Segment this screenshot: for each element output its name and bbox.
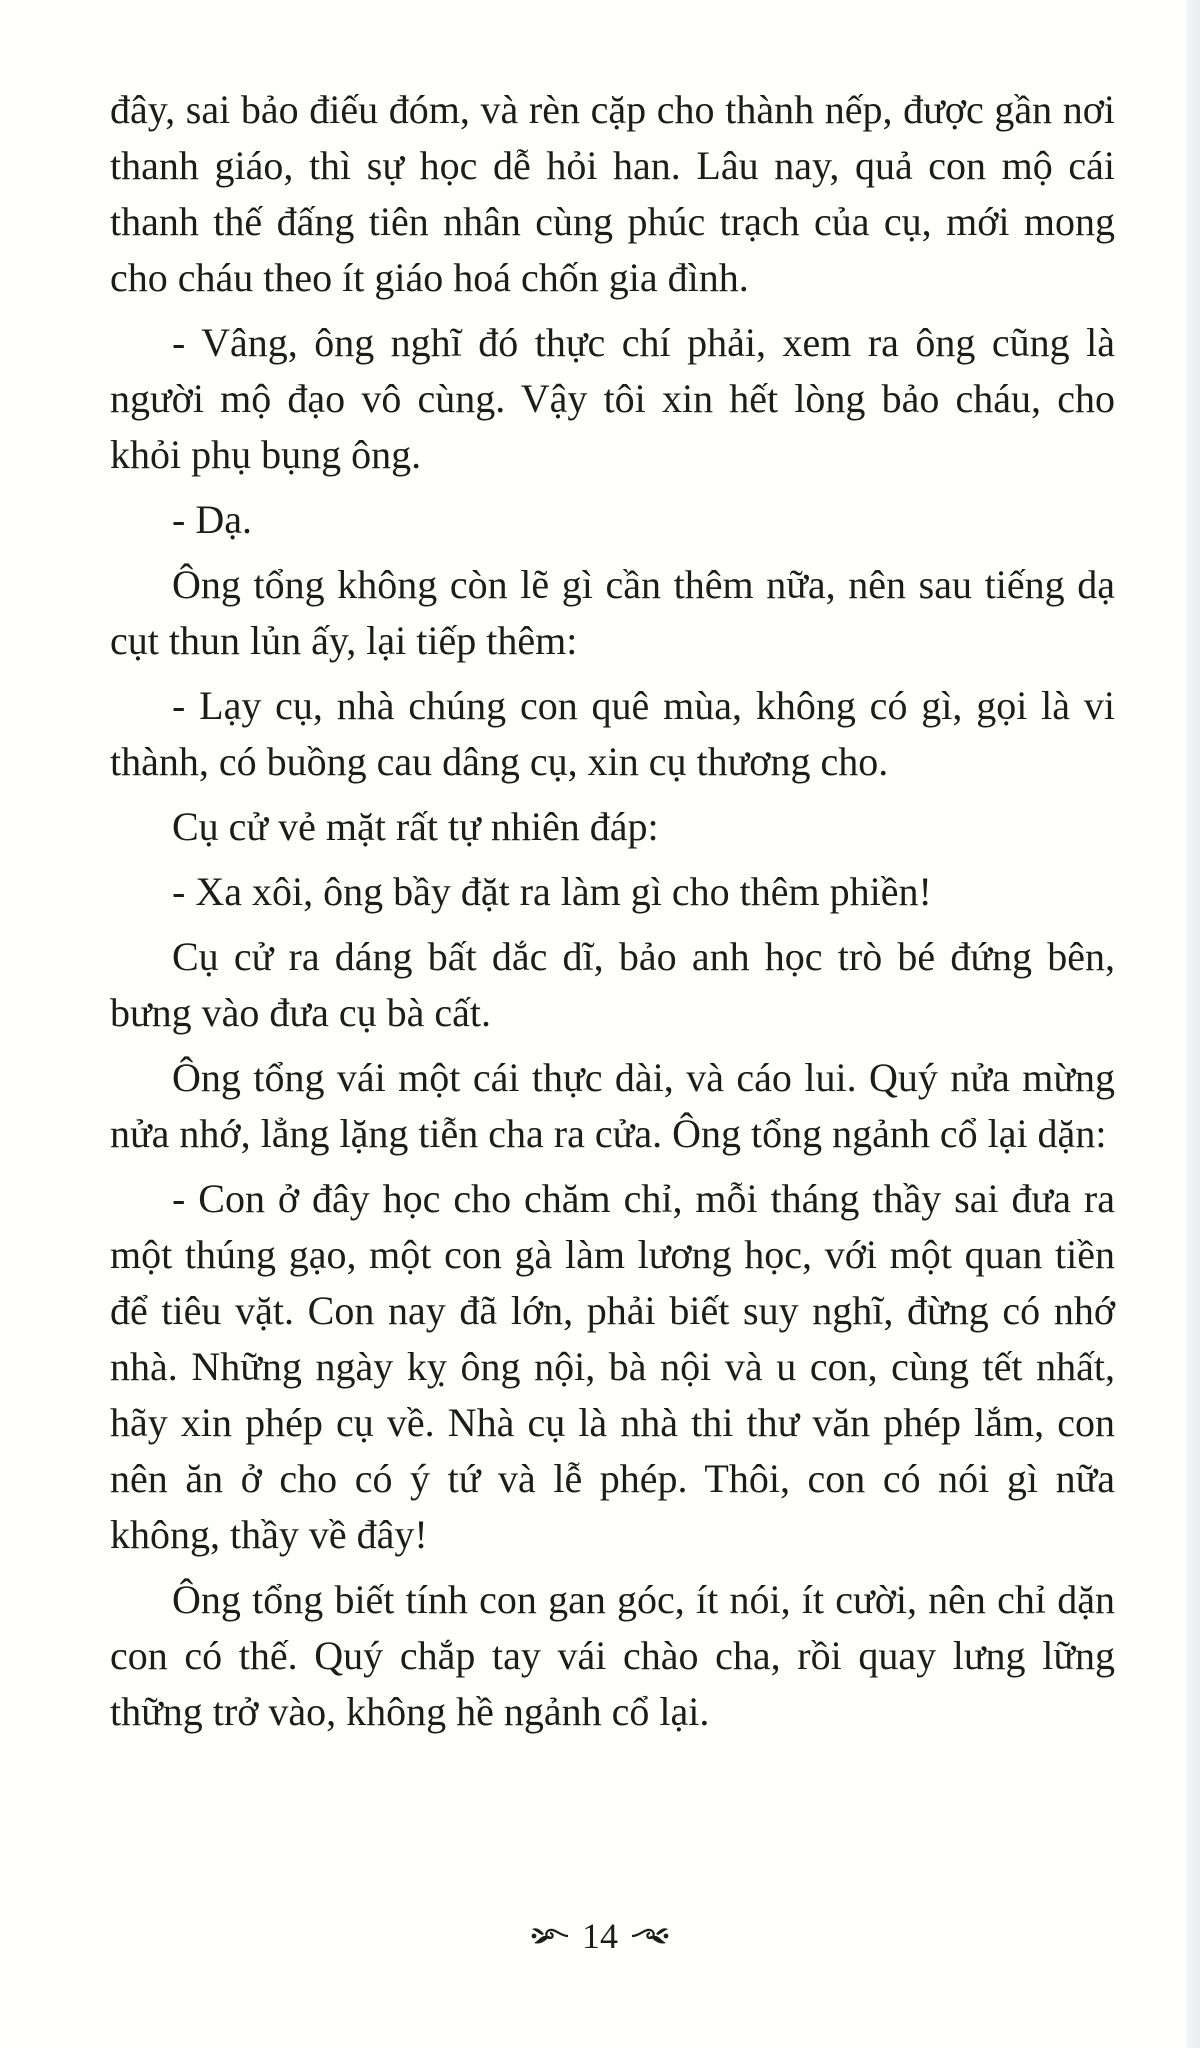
paragraph: - Con ở đây học cho chăm chỉ, mỗi tháng thầy sai đưa ra một thúng gạo, một con gà làm lương học, với một quan tiền để tiêu vặt. Con nay đã lớn, phải biết suy nghĩ, đừng có nhớ nhà. Những ngày kỵ ông nội, bà nội và u con, cùng tết nhất, hãy xin phép cụ về. Nhà cụ là nhà thi thư văn phép lắm, con nên ăn ở cho có ý tứ và lễ phép. Thôi, con có nói gì nữa không, thầy về đây! (110, 1176, 1115, 1557)
paragraph: đây, sai bảo điếu đóm, và rèn cặp cho thành nếp, được gần nơi thanh giáo, thì sự học dễ hỏi han. Lâu nay, quả con mộ cái thanh thế đấng tiên nhân cùng phúc trạch của cụ, mới mong cho cháu theo ít giáo hoá chốn gia đình. (110, 87, 1115, 300)
page-edge-shadow (1186, 0, 1200, 2048)
body-text (110, 82, 1115, 1749)
page-number: 14 (582, 1916, 618, 1956)
paragraph: - Vâng, ông nghĩ đó thực chí phải, xem ra ông cũng là người mộ đạo vô cùng. Vậy tôi xin hết lòng bảo cháu, cho khỏi phụ bụng ông. (110, 320, 1115, 477)
paragraph: - Dạ. (172, 497, 252, 542)
floral-ornament-icon (528, 1921, 572, 1951)
paragraph: Cụ cử ra dáng bất dắc dĩ, bảo anh học trò bé đứng bên, bưng vào đưa cụ bà cất. (110, 934, 1115, 1035)
page-footer (0, 1908, 1200, 1964)
paragraph: Ông tổng biết tính con gan góc, ít nói, ít cười, nên chỉ dặn con có thế. Quý chắp tay vái chào cha, rồi quay lưng lững thững trở vào, không hề ngảnh cổ lại. (110, 1577, 1115, 1734)
floral-ornament-icon (628, 1921, 672, 1951)
paragraph: Cụ cử vẻ mặt rất tự nhiên đáp: (172, 804, 659, 849)
paragraph: Ông tổng vái một cái thực dài, và cáo lui. Quý nửa mừng nửa nhớ, lẳng lặng tiễn cha ra cửa. Ông tổng ngảnh cổ lại dặn: (110, 1055, 1115, 1156)
paragraph: - Lạy cụ, nhà chúng con quê mùa, không có gì, gọi là vi thành, có buồng cau dâng cụ, xin cụ thương cho. (110, 683, 1115, 784)
paragraph: - Xa xôi, ông bầy đặt ra làm gì cho thêm phiền! (172, 869, 932, 914)
paragraph: Ông tổng không còn lẽ gì cần thêm nữa, nên sau tiếng dạ cụt thun lủn ấy, lại tiếp thêm: (110, 562, 1115, 663)
